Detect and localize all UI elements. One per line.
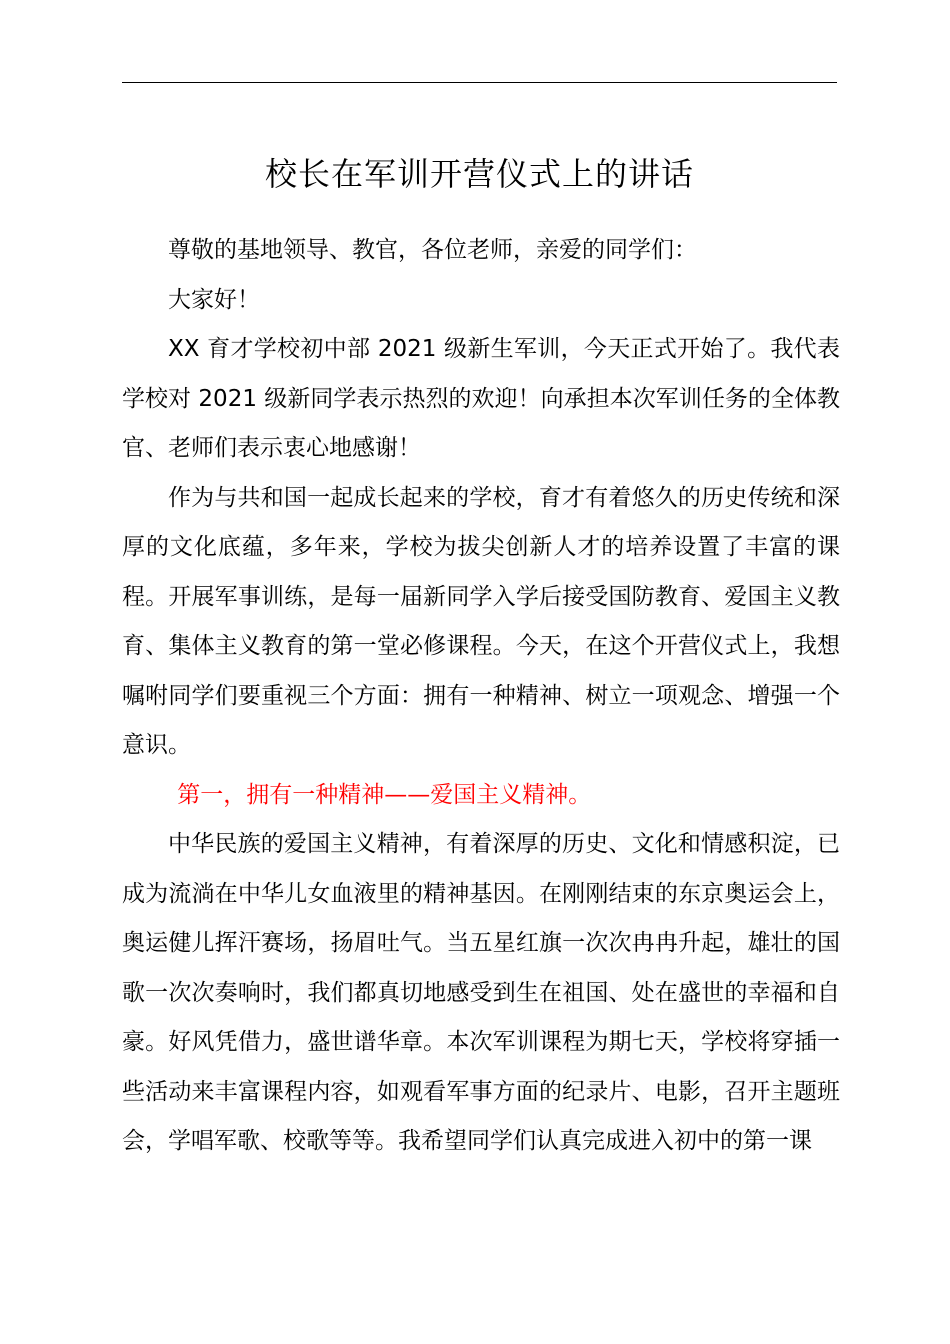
greeting-paragraph: 大家好！ [168, 286, 260, 313]
body-paragraph: 作为与共和国一起成长起来的学校，育才有着悠久的历史传统和深厚的文化底蕴，多年来，学校为拔尖创新人才的培养设置了丰富的课程。开展军事训练，是每一届新同学入学后接受国防教育、爱国主义教育、集体主义教育的第一堂必修课程。今天，在这个开营仪式上，我想嘱咐同学们要重视三个方面：拥有一种精神、树立一项观念、增强一个意识。 [122, 484, 840, 758]
body-paragraph: 中华民族的爱国主义精神，有着深厚的历史、文化和情感积淀，已成为流淌在中华儿女血液里的精神基因。在刚刚结束的东京奥运会上，奥运健儿挥汗赛场，扬眉吐气。当五星红旗一次次冉冉升起，雄壮的国歌一次次奏响时，我们都真切地感受到生在祖国、处在盛世的幸福和自豪。好风凭借力，盛世谱华章。本次军训课程为期七天，学校将穿插一些活动来丰富课程内容，如观看军事方面的纪录片、电影，召开主题班会，学唱军歌、校歌等等。我希望同学们认真完成进入初中的第一课 [122, 831, 840, 1154]
section-heading: 第一，拥有一种精神——爱国主义精神。 [177, 781, 592, 808]
salutation-paragraph: 尊敬的基地领导、教官，各位老师，亲爱的同学们： [168, 237, 697, 263]
body-paragraph: XX 育才学校初中部 2021 级新生军训，今天正式开始了。我代表学校对 2021 级新同学表示热烈的欢迎！向承担本次军训任务的全体教官、老师们表示衷心地感谢！ [122, 336, 840, 461]
page-title: 校长在军训开营仪式上的讲话 [264, 155, 694, 193]
header-rule [122, 82, 837, 83]
speech-body [122, 226, 840, 1167]
